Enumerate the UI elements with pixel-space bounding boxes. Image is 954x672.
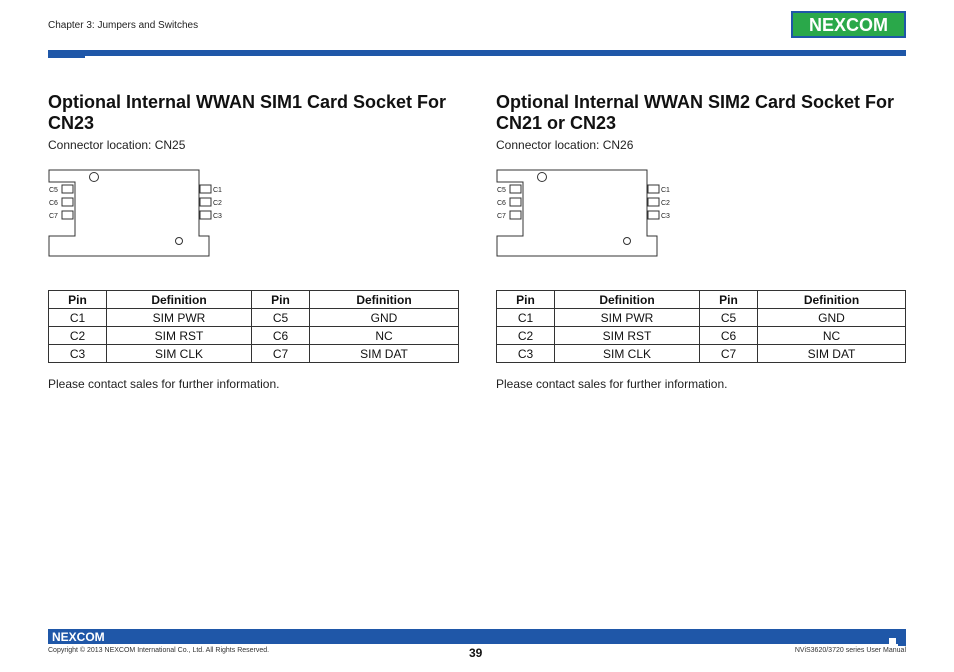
contact-note: Please contact sales for further information. [48, 377, 280, 391]
page-number: 39 [469, 646, 483, 660]
sim-socket-diagram [47, 168, 222, 258]
table-cell: GND [310, 309, 459, 327]
header-rule [48, 50, 906, 56]
mount-hole-icon [624, 238, 631, 245]
pin-label: C1 [661, 187, 670, 194]
table-row [497, 345, 906, 363]
footer-logo-text: NEXCOM [52, 630, 105, 644]
table-cell: C2 [497, 327, 555, 345]
table-row [49, 327, 459, 345]
mount-hole-icon [90, 173, 99, 182]
table-row [49, 345, 459, 363]
section-title-line1: Optional Internal WWAN SIM2 Card Socket For [496, 92, 895, 112]
pin-label: C3 [213, 213, 222, 220]
corner-square-icon [898, 638, 906, 646]
table-cell: C5 [700, 309, 758, 327]
copyright-text: Copyright © 2013 NEXCOM International Co., Ltd. All Rights Reserved. [48, 647, 270, 654]
table-cell: SIM PWR [107, 309, 252, 327]
table-cell: C5 [252, 309, 310, 327]
column-header: Pin [252, 291, 310, 309]
table-cell: GND [758, 309, 906, 327]
section-title-line2: CN23 [48, 113, 95, 133]
column-header: Definition [555, 291, 700, 309]
table-cell: C7 [252, 345, 310, 363]
table-header-row [49, 291, 459, 309]
pin-label: C2 [213, 200, 222, 207]
corner-gap [889, 638, 896, 646]
pin-label: C7 [49, 213, 58, 220]
table-row [497, 327, 906, 345]
pin-label: C6 [49, 200, 58, 207]
table-cell: NC [758, 327, 906, 345]
column-header: Definition [310, 291, 459, 309]
section-sim1-heading [48, 92, 458, 134]
pin-label: C2 [661, 200, 670, 207]
table-cell: NC [310, 327, 459, 345]
table-cell: SIM CLK [555, 345, 700, 363]
header-rule-accent [48, 50, 85, 58]
section-sim2-heading [496, 92, 906, 134]
nexcom-logo [791, 11, 906, 38]
column-header: Definition [758, 291, 906, 309]
pin-label: C1 [213, 187, 222, 194]
pin-definition-table [48, 290, 459, 363]
table-cell: SIM PWR [555, 309, 700, 327]
table-cell: C6 [252, 327, 310, 345]
nexcom-footer-logo [52, 630, 108, 643]
column-header: Pin [700, 291, 758, 309]
table-cell: C7 [700, 345, 758, 363]
table-row [497, 309, 906, 327]
table-cell: C3 [497, 345, 555, 363]
table-cell: SIM CLK [107, 345, 252, 363]
table-cell: SIM RST [555, 327, 700, 345]
table-cell: C2 [49, 327, 107, 345]
section-title-line2: CN21 or CN23 [496, 113, 617, 133]
pin-label: C5 [497, 187, 506, 194]
footer-bar [48, 629, 906, 644]
table-cell: C3 [49, 345, 107, 363]
table-row [49, 309, 459, 327]
connector-location: Connector location: CN25 [48, 138, 186, 152]
table-cell: C6 [700, 327, 758, 345]
table-cell: SIM DAT [310, 345, 459, 363]
pin-label: C6 [497, 200, 506, 207]
table-header-row [497, 291, 906, 309]
sim-socket-diagram [495, 168, 670, 258]
mount-hole-icon [538, 173, 547, 182]
pin-label: C3 [661, 213, 670, 220]
table-cell: SIM DAT [758, 345, 906, 363]
column-header: Pin [49, 291, 107, 309]
contact-note: Please contact sales for further information. [496, 377, 728, 391]
manual-title: NViS3620/3720 series User Manual [794, 647, 906, 654]
pin-label: C7 [497, 213, 506, 220]
pin-definition-table [496, 290, 906, 363]
chapter-title: Chapter 3: Jumpers and Switches [48, 20, 199, 31]
column-header: Pin [497, 291, 555, 309]
column-header: Definition [107, 291, 252, 309]
connector-location: Connector location: CN26 [496, 138, 634, 152]
section-title-line1: Optional Internal WWAN SIM1 Card Socket For [48, 92, 447, 112]
logo-text: NEXCOM [808, 15, 889, 35]
table-cell: C1 [49, 309, 107, 327]
table-cell: C1 [497, 309, 555, 327]
corner-square-icon [889, 629, 896, 636]
pin-label: C5 [49, 187, 58, 194]
mount-hole-icon [176, 238, 183, 245]
table-cell: SIM RST [107, 327, 252, 345]
